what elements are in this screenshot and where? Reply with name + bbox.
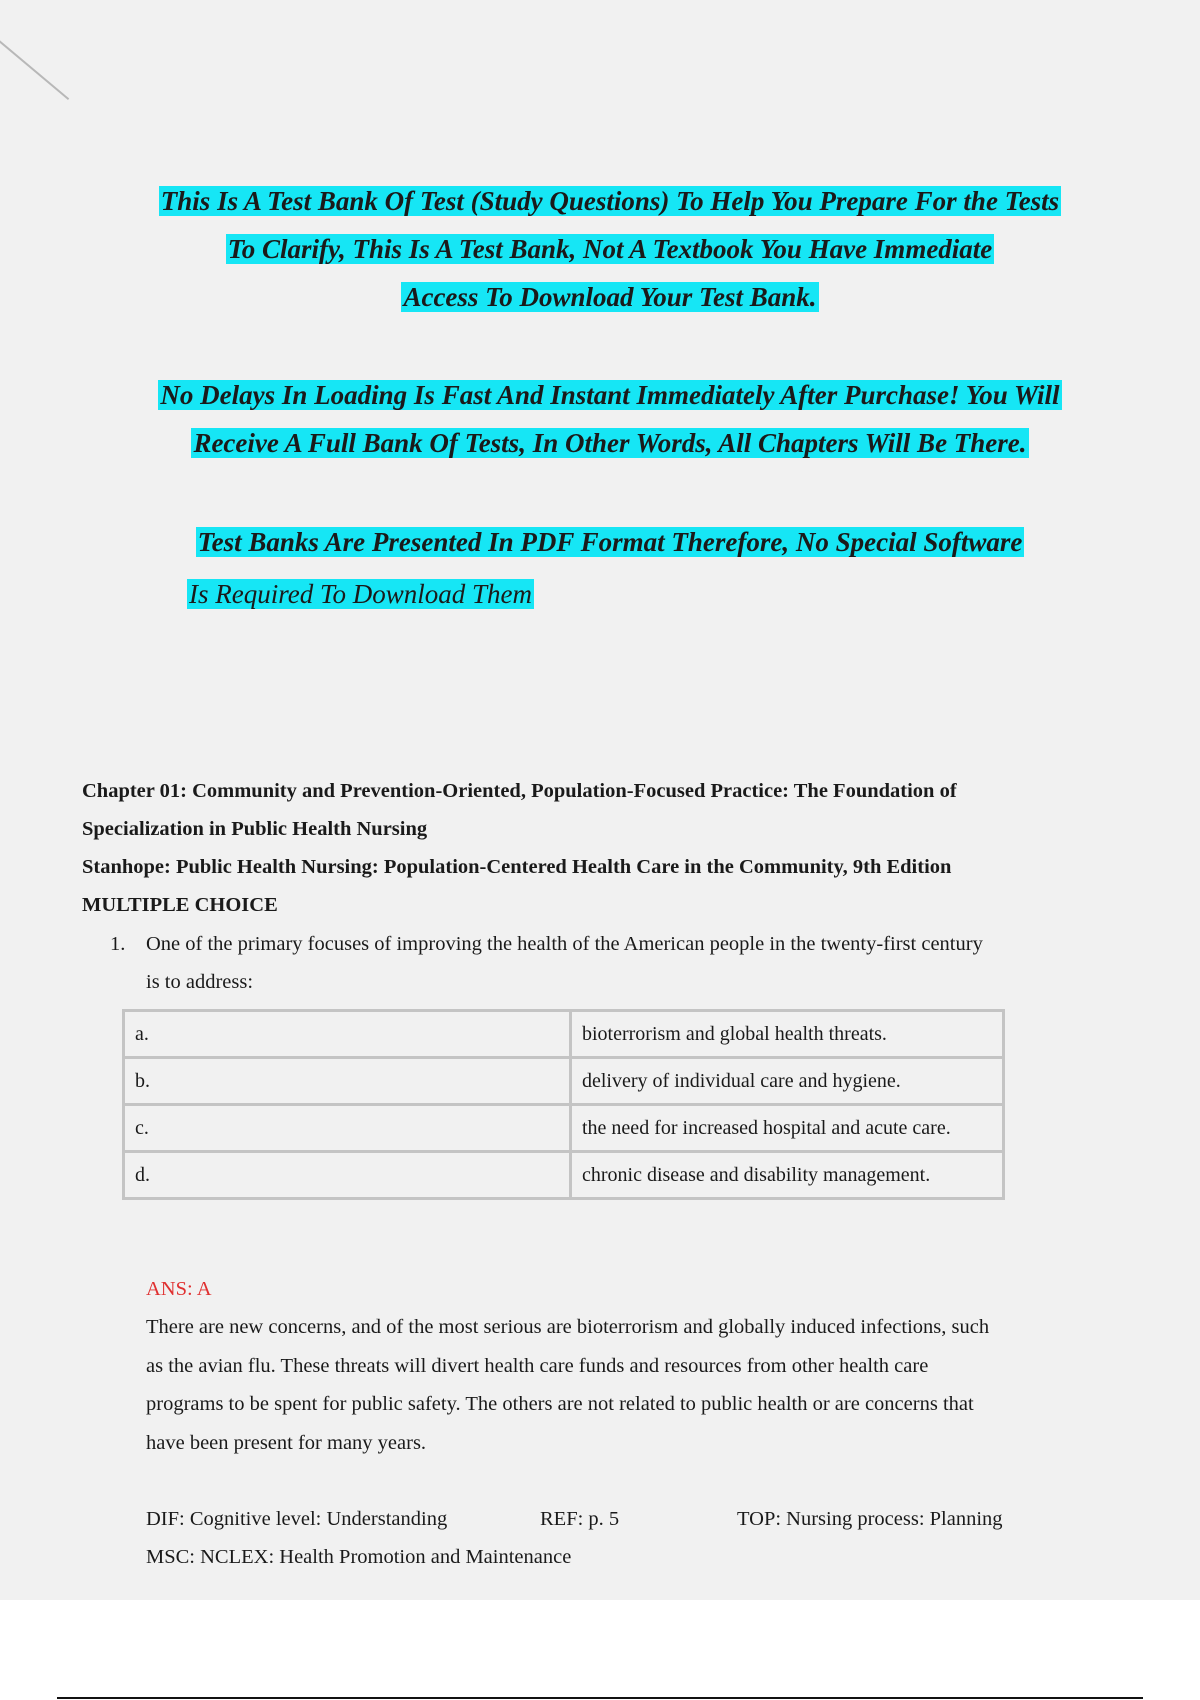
choice-text: chronic disease and disability management. <box>571 1152 1004 1199</box>
promo-line: Receive A Full Bank Of Tests, In Other Words, All Chapters Will Be There. <box>193 428 1027 458</box>
reference-field: REF: p. 5 <box>540 1508 620 1530</box>
choice-row <box>124 1105 1004 1152</box>
question-stem-line1: One of the primary focuses of improving the health of the American people in the twenty-first century <box>146 933 983 955</box>
msc-field: MSC: NCLEX: Health Promotion and Maintenance <box>146 1546 572 1568</box>
promo-block-1 <box>110 177 1110 321</box>
topic-field: TOP: Nursing process: Planning <box>737 1508 1003 1530</box>
section-title: MULTIPLE CHOICE <box>82 894 278 916</box>
promo-line: This Is A Test Bank Of Test (Study Questions) To Help You Prepare For the Tests <box>160 186 1060 216</box>
chapter-heading <box>82 772 1082 924</box>
book-title: Stanhope: Public Health Nursing: Population-Centered Health Care in the Community, 9th Edition <box>82 856 952 878</box>
chapter-title-line2: Specialization in Public Health Nursing <box>82 818 428 840</box>
choice-text: delivery of individual care and hygiene. <box>571 1058 1004 1105</box>
choices-table <box>122 1009 1005 1200</box>
difficulty-field: DIF: Cognitive level: Understanding <box>146 1508 448 1530</box>
question-metadata <box>146 1500 1086 1576</box>
promo-line: Is Required To Download Them <box>189 579 533 609</box>
choice-text: the need for increased hospital and acute care. <box>571 1105 1004 1152</box>
choice-text: bioterrorism and global health threats. <box>571 1011 1004 1058</box>
rationale-line: programs to be spent for public safety. The others are not related to public health or are concerns that <box>146 1393 974 1415</box>
choice-letter: c. <box>124 1105 571 1152</box>
choice-letter: a. <box>124 1011 571 1058</box>
promo-block-2 <box>110 371 1110 467</box>
choice-row <box>124 1058 1004 1105</box>
rationale-line: There are new concerns, and of the most serious are bioterrorism and globally induced infections, such <box>146 1316 990 1338</box>
promo-block-3 <box>110 518 1110 622</box>
promo-line: Access To Download Your Test Bank. <box>403 282 817 312</box>
choice-letter: b. <box>124 1058 571 1105</box>
answer-block <box>146 1270 1086 1462</box>
choice-letter: d. <box>124 1152 571 1199</box>
question-number: 1. <box>110 933 126 955</box>
metadata-row <box>146 1538 1086 1576</box>
promo-line: To Clarify, This Is A Test Bank, Not A Textbook You Have Immediate <box>227 234 993 264</box>
page-gap <box>0 1600 1200 1700</box>
choice-row <box>124 1011 1004 1058</box>
rationale-line: have been present for many years. <box>146 1431 427 1454</box>
answer-label: ANS: A <box>146 1278 212 1300</box>
chapter-title-line1: Chapter 01: Community and Prevention-Oriented, Population-Focused Practice: The Foundation of <box>82 780 957 802</box>
choice-row <box>124 1152 1004 1199</box>
question-1 <box>110 925 1070 1001</box>
page-corner-fold <box>0 34 69 100</box>
promo-line: Test Banks Are Presented In PDF Format Therefore, No Special Software <box>197 527 1023 557</box>
question-stem-line2: is to address: <box>146 971 254 993</box>
rationale-line: as the avian flu. These threats will divert health care funds and resources from other health care <box>146 1354 929 1377</box>
promo-line: No Delays In Loading Is Fast And Instant Immediately After Purchase! You Will <box>160 380 1060 410</box>
next-page-rule <box>57 1697 1143 1699</box>
metadata-row <box>146 1500 1086 1538</box>
